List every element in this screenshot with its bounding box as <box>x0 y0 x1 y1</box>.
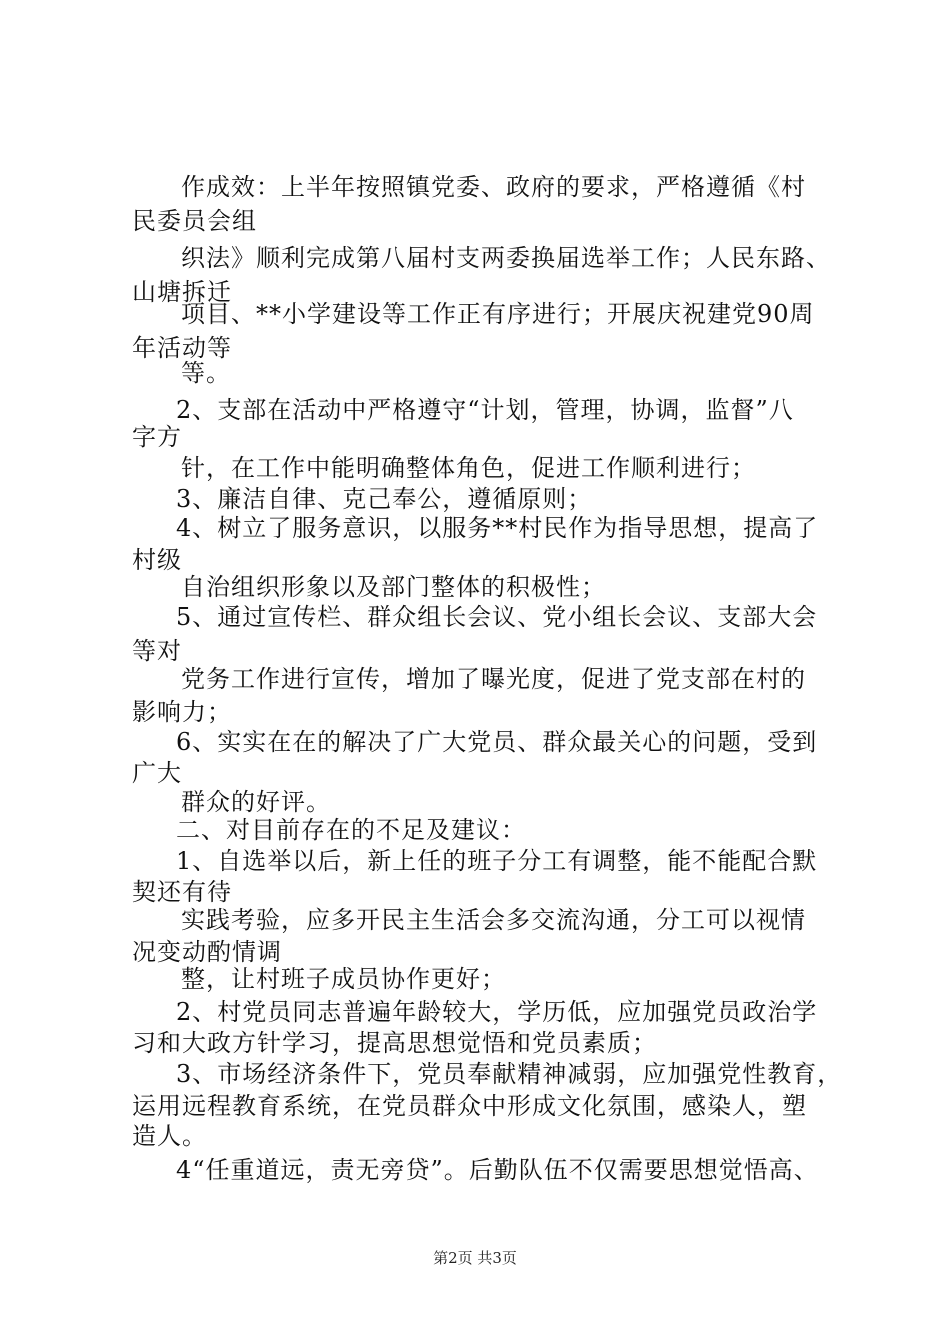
text-line: 4、树立了服务意识，以服务**村民作为指导思想，提高了 <box>176 514 819 542</box>
text-line: 山塘拆迁 <box>132 278 232 306</box>
text-line: 项目、**小学建设等工作正有序进行；开展庆祝建党90周 <box>181 300 815 328</box>
text-line: 影响力； <box>132 698 232 726</box>
text-line: 6、实实在在的解决了广大党员、群众最关心的问题，受到 <box>176 728 818 756</box>
text-line: 3、市场经济条件下，党员奉献精神减弱，应加强党性教育， <box>176 1060 843 1088</box>
page-footer: 第2页 共3页 <box>433 1249 517 1267</box>
text-line: 整，让村班子成员协作更好； <box>181 965 506 993</box>
text-line: 2、支部在活动中严格遵守“计划，管理，协调，监督”八 <box>176 396 794 424</box>
text-line: 民委员会组 <box>132 207 257 235</box>
text-line: 广大 <box>132 759 182 787</box>
text-line: 2、村党员同志普遍年龄较大，学历低，应加强党员政治学 <box>176 998 818 1026</box>
text-line: 契还有待 <box>132 878 232 906</box>
text-line: 织法》顺利完成第八届村支两委换届选举工作；人民东路、 <box>181 244 831 272</box>
text-line: 3、廉洁自律、克己奉公，遵循原则； <box>176 485 593 513</box>
text-line: 5、通过宣传栏、群众组长会议、党小组长会议、支部大会 <box>176 603 818 631</box>
text-line: 4“任重道远，责无旁贷”。后勤队伍不仅需要思想觉悟高、 <box>176 1156 819 1184</box>
text-line: 等对 <box>132 637 182 665</box>
text-line: 等。 <box>181 359 231 387</box>
text-line: 二、对目前存在的不足及建议： <box>176 816 526 844</box>
text-line: 党务工作进行宣传，增加了曝光度，促进了党支部在村的 <box>181 665 806 693</box>
text-line: 习和大政方针学习，提高思想觉悟和党员素质； <box>132 1029 657 1057</box>
text-line: 造人。 <box>132 1122 207 1150</box>
text-line: 作成效：上半年按照镇党委、政府的要求，严格遵循《村 <box>181 173 806 201</box>
text-line: 实践考验，应多开民主生活会多交流沟通，分工可以视情 <box>181 906 806 934</box>
text-line: 运用远程教育系统，在党员群众中形成文化氛围，感染人，塑 <box>132 1092 807 1120</box>
text-line: 字方 <box>132 423 182 451</box>
text-line: 自治组织形象以及部门整体的积极性； <box>181 573 606 601</box>
text-line: 1、自选举以后，新上任的班子分工有调整，能不能配合默 <box>176 847 818 875</box>
text-line: 年活动等 <box>132 334 232 362</box>
text-line: 况变动酌情调 <box>132 938 282 966</box>
text-line: 村级 <box>132 546 182 574</box>
text-line: 针，在工作中能明确整体角色，促进工作顺利进行； <box>181 454 756 482</box>
text-line: 群众的好评。 <box>181 788 331 816</box>
